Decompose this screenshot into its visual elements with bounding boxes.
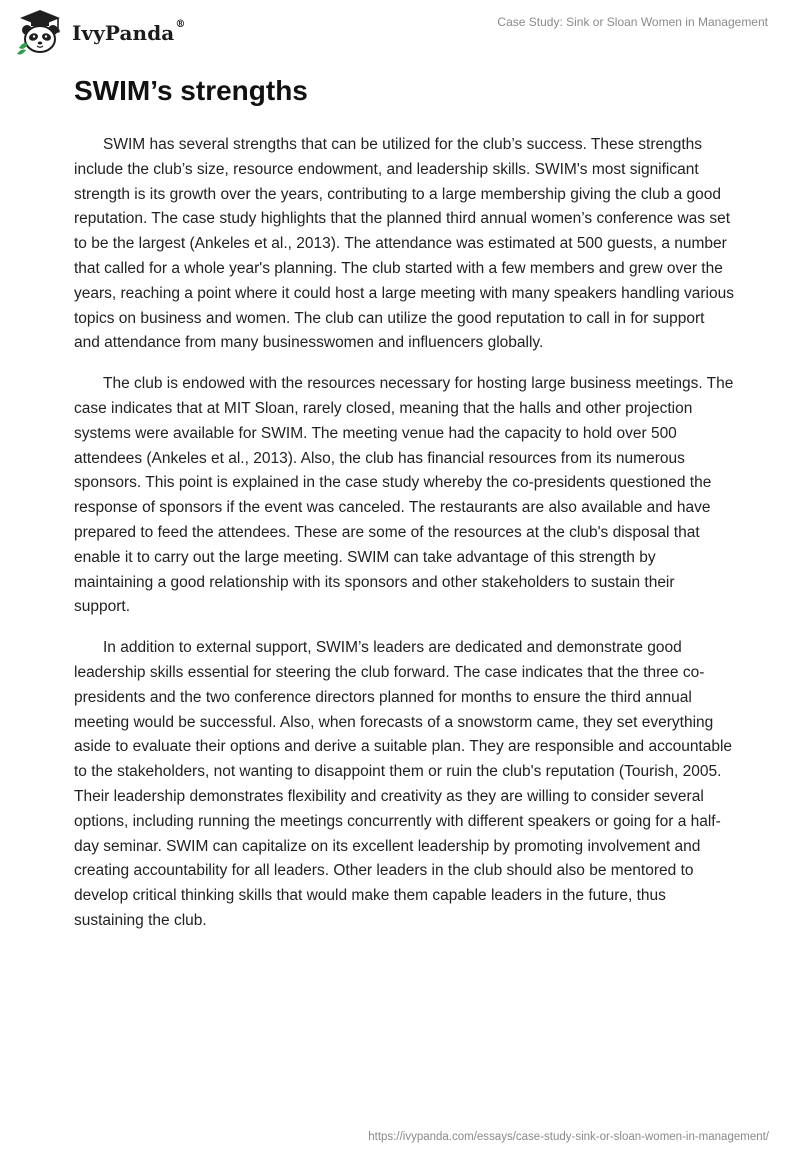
document-title: Case Study: Sink or Sloan Women in Management (497, 15, 768, 29)
essay-body (74, 133, 734, 950)
paragraph-3: In addition to external support, SWIM’s leaders are dedicated and demonstrate good leadership skills essential for steering the club forward. The case indicates that the three co-presidents and the two conference directors planned for months to ensure the third annual meeting would be successful. Also, when forecasts of a snowstorm came, they set everything aside to evaluate their options and derive a suitable plan. They are responsible and accountable to the stakeholders, not wanting to disappoint them or ruin the club's reputation (Tourish, 2005. Their leadership demonstrates flexibility and creativity as they are willing to consider several options, including running the meetings concurrently with different speakers or going for a half-day seminar. SWIM can capitalize on its excellent leadership by promoting involvement and creating accountability for all leaders. Other leaders in the club should also be mentored to develop critical thinking skills that would make them capable leaders in the future, thus sustaining the club. (74, 639, 733, 929)
page-header (0, 0, 800, 60)
registered-mark: ® (175, 19, 186, 30)
source-url[interactable]: https://ivypanda.com/essays/case-study-sink-or-sloan-women-in-management/ (368, 1131, 769, 1143)
panda-graduate-icon (14, 8, 66, 56)
paragraph-2: The club is endowed with the resources necessary for hosting large business meetings. The case indicates that at MIT Sloan, rarely closed, meaning that the halls and other projection systems were available for SWIM. The meeting venue had the capacity to hold over 500 attendees (Ankeles et al., 2013). Also, the club has financial resources from its numerous sponsors. This point is explained in the case study whereby the co-presidents questioned the response of sponsors if the event was canceled. The restaurants are also available and have prepared to feed the attendees. These are some of the resources at the club's disposal that enable it to carry out the large meeting. SWIM can take advantage of this strength by maintaining a good relationship with its sponsors and other stakeholders to sustain their support. (74, 375, 734, 616)
brand-name: IvyPanda® (72, 19, 186, 45)
paragraph-1: SWIM has several strengths that can be utilized for the club’s success. These strengths include the club’s size, resource endowment, and leadership skills. SWIM's most significant strength is its growth over the years, contributing to a large membership giving the club a good reputation. The case study highlights that the planned third annual women’s conference was set to be the largest (Ankeles et al., 2013). The attendance was estimated at 500 guests, a number that called for a whole year's planning. The club started with a few members and grew over the years, reaching a point where it could host a large meeting with many speakers handling various topics on business and women. The club can utilize the good reputation to call in for support and attendance from many businesswomen and influencers globally. (74, 136, 734, 352)
page-title: SWIM’s strengths (74, 75, 308, 106)
ivypanda-logo[interactable] (14, 8, 185, 56)
